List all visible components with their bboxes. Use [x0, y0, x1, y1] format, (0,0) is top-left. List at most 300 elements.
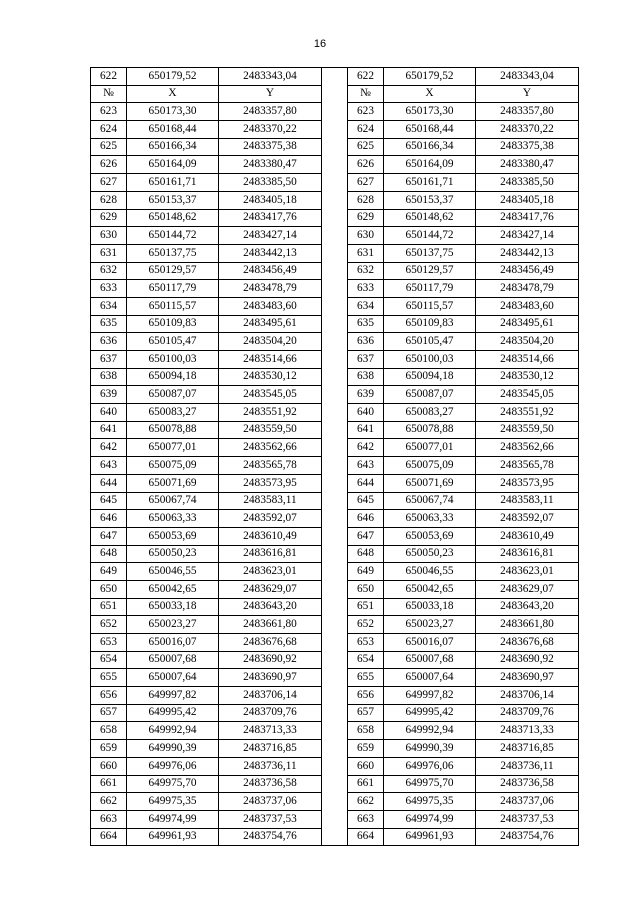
right-point-number-cell: 629 — [348, 209, 384, 227]
right-x-coordinate-cell: 650007,68 — [384, 651, 476, 669]
right-header-point-number: № — [348, 85, 384, 103]
table-gap — [322, 315, 348, 333]
right-point-number-cell: 638 — [348, 368, 384, 386]
left-x-coordinate-cell: 650105,47 — [127, 333, 219, 351]
left-y-coordinate-cell: 2483545,05 — [219, 386, 322, 404]
left-y-coordinate-cell: 2483504,20 — [219, 333, 322, 351]
table-row — [91, 687, 579, 705]
left-y-coordinate-cell: 2483514,66 — [219, 351, 322, 369]
left-y-coordinate-cell: 2483754,76 — [219, 828, 322, 846]
left-x-coordinate-cell: 650053,69 — [127, 527, 219, 545]
left-y-coordinate-cell: 2483736,11 — [219, 757, 322, 775]
right-point-number-cell: 630 — [348, 227, 384, 245]
right-x-coordinate-cell: 650173,30 — [384, 103, 476, 121]
right-x-coordinate-cell: 650083,27 — [384, 404, 476, 422]
table-gap — [322, 68, 348, 86]
left-x-coordinate-cell: 650179,52 — [127, 68, 219, 86]
right-point-number-cell: 654 — [348, 651, 384, 669]
left-point-number-cell: 663 — [91, 810, 127, 828]
right-point-number-cell: 648 — [348, 545, 384, 563]
right-point-number-cell: 661 — [348, 775, 384, 793]
right-y-coordinate-cell: 2483405,18 — [476, 191, 579, 209]
table-row — [91, 669, 579, 687]
left-x-coordinate-cell: 650077,01 — [127, 439, 219, 457]
table-row — [91, 793, 579, 811]
right-y-coordinate-cell: 2483754,76 — [476, 828, 579, 846]
right-point-number-cell: 634 — [348, 297, 384, 315]
left-point-number-cell: 648 — [91, 545, 127, 563]
table-row — [91, 828, 579, 846]
table-gap — [322, 598, 348, 616]
left-point-number-cell: 638 — [91, 368, 127, 386]
right-point-number-cell: 628 — [348, 191, 384, 209]
left-y-coordinate-cell: 2483562,66 — [219, 439, 322, 457]
right-y-coordinate-cell: 2483504,20 — [476, 333, 579, 351]
right-x-coordinate-cell: 650148,62 — [384, 209, 476, 227]
left-point-number-cell: 646 — [91, 510, 127, 528]
right-x-coordinate-cell: 650166,34 — [384, 138, 476, 156]
left-point-number-cell: 649 — [91, 563, 127, 581]
left-point-number-cell: 628 — [91, 191, 127, 209]
table-row — [91, 103, 579, 121]
table-row — [91, 297, 579, 315]
right-y-coordinate-cell: 2483495,61 — [476, 315, 579, 333]
right-x-coordinate-cell: 650105,47 — [384, 333, 476, 351]
table-gap — [322, 828, 348, 846]
left-y-coordinate-cell: 2483478,79 — [219, 280, 322, 298]
right-x-coordinate-cell: 650067,74 — [384, 492, 476, 510]
right-y-coordinate-cell: 2483676,68 — [476, 634, 579, 652]
left-point-number-cell: 629 — [91, 209, 127, 227]
right-y-coordinate-cell: 2483629,07 — [476, 580, 579, 598]
left-y-coordinate-cell: 2483456,49 — [219, 262, 322, 280]
left-x-coordinate-cell: 650046,55 — [127, 563, 219, 581]
right-y-coordinate-cell: 2483514,66 — [476, 351, 579, 369]
left-point-number-cell: 626 — [91, 156, 127, 174]
left-y-coordinate-cell: 2483559,50 — [219, 421, 322, 439]
table-row — [91, 227, 579, 245]
right-x-coordinate-cell: 650100,03 — [384, 351, 476, 369]
right-y-coordinate-cell: 2483573,95 — [476, 474, 579, 492]
left-x-coordinate-cell: 649974,99 — [127, 810, 219, 828]
right-x-coordinate-cell: 650016,07 — [384, 634, 476, 652]
left-y-coordinate-cell: 2483385,50 — [219, 174, 322, 192]
left-x-coordinate-cell: 650137,75 — [127, 244, 219, 262]
table-row — [91, 315, 579, 333]
right-y-coordinate-cell: 2483559,50 — [476, 421, 579, 439]
right-point-number-cell: 655 — [348, 669, 384, 687]
table-gap — [322, 492, 348, 510]
left-point-number-cell: 659 — [91, 740, 127, 758]
left-point-number-cell: 658 — [91, 722, 127, 740]
right-x-coordinate-cell: 650042,65 — [384, 580, 476, 598]
right-point-number-cell: 640 — [348, 404, 384, 422]
right-y-coordinate-cell: 2483583,11 — [476, 492, 579, 510]
left-x-coordinate-cell: 650083,27 — [127, 404, 219, 422]
left-point-number-cell: 647 — [91, 527, 127, 545]
table-row — [91, 563, 579, 581]
right-x-coordinate-cell: 649992,94 — [384, 722, 476, 740]
table-gap — [322, 616, 348, 634]
left-y-coordinate-cell: 2483565,78 — [219, 457, 322, 475]
left-x-coordinate-cell: 650153,37 — [127, 191, 219, 209]
right-y-coordinate-cell: 2483483,60 — [476, 297, 579, 315]
table-row — [91, 174, 579, 192]
table-gap — [322, 368, 348, 386]
left-x-coordinate-cell: 649961,93 — [127, 828, 219, 846]
right-y-coordinate-cell: 2483610,49 — [476, 527, 579, 545]
right-y-coordinate-cell: 2483357,80 — [476, 103, 579, 121]
left-y-coordinate-cell: 2483357,80 — [219, 103, 322, 121]
left-point-number-cell: 645 — [91, 492, 127, 510]
left-x-coordinate-cell: 650168,44 — [127, 121, 219, 139]
right-y-coordinate-cell: 2483551,92 — [476, 404, 579, 422]
left-point-number-cell: 655 — [91, 669, 127, 687]
left-point-number-cell: 627 — [91, 174, 127, 192]
left-y-coordinate-cell: 2483716,85 — [219, 740, 322, 758]
left-x-coordinate-cell: 650173,30 — [127, 103, 219, 121]
table-row — [91, 757, 579, 775]
right-y-coordinate-cell: 2483709,76 — [476, 704, 579, 722]
left-y-coordinate-cell: 2483483,60 — [219, 297, 322, 315]
table-row — [91, 492, 579, 510]
right-point-number-cell: 663 — [348, 810, 384, 828]
table-row — [91, 510, 579, 528]
right-y-coordinate-cell: 2483456,49 — [476, 262, 579, 280]
left-x-coordinate-cell: 650117,79 — [127, 280, 219, 298]
table-row — [91, 191, 579, 209]
table-row — [91, 209, 579, 227]
left-point-number-cell: 632 — [91, 262, 127, 280]
left-x-coordinate-cell: 650144,72 — [127, 227, 219, 245]
left-point-number-cell: 651 — [91, 598, 127, 616]
table-gap — [322, 351, 348, 369]
table-row — [91, 439, 579, 457]
right-point-number-cell: 631 — [348, 244, 384, 262]
right-point-number-cell: 657 — [348, 704, 384, 722]
right-x-coordinate-cell: 650077,01 — [384, 439, 476, 457]
table-gap — [322, 85, 348, 103]
right-y-coordinate-cell: 2483478,79 — [476, 280, 579, 298]
right-point-number-cell: 632 — [348, 262, 384, 280]
table-row — [91, 368, 579, 386]
left-x-coordinate-cell: 650078,88 — [127, 421, 219, 439]
right-x-coordinate-cell: 650117,79 — [384, 280, 476, 298]
left-point-number-cell: 637 — [91, 351, 127, 369]
table-row — [91, 474, 579, 492]
right-x-coordinate-cell: 649990,39 — [384, 740, 476, 758]
left-point-number-cell: 661 — [91, 775, 127, 793]
right-x-coordinate-cell: 650129,57 — [384, 262, 476, 280]
left-y-coordinate-cell: 2483706,14 — [219, 687, 322, 705]
table-row — [91, 351, 579, 369]
right-y-coordinate-cell: 2483690,97 — [476, 669, 579, 687]
left-point-number-cell: 653 — [91, 634, 127, 652]
right-y-coordinate-cell: 2483736,58 — [476, 775, 579, 793]
left-point-number-cell: 664 — [91, 828, 127, 846]
left-x-coordinate-cell: 650109,83 — [127, 315, 219, 333]
right-x-coordinate-cell: 650050,23 — [384, 545, 476, 563]
right-point-number-cell: 645 — [348, 492, 384, 510]
right-point-number-cell: 624 — [348, 121, 384, 139]
left-x-coordinate-cell: 650067,74 — [127, 492, 219, 510]
left-x-coordinate-cell: 650042,65 — [127, 580, 219, 598]
left-x-coordinate-cell: 649995,42 — [127, 704, 219, 722]
left-point-number-cell: 652 — [91, 616, 127, 634]
right-point-number-cell: 635 — [348, 315, 384, 333]
table-row — [91, 156, 579, 174]
left-y-coordinate-cell: 2483375,38 — [219, 138, 322, 156]
right-x-coordinate-cell: 649974,99 — [384, 810, 476, 828]
left-point-number-cell: 660 — [91, 757, 127, 775]
left-point-number-cell: 643 — [91, 457, 127, 475]
left-y-coordinate-cell: 2483343,04 — [219, 68, 322, 86]
left-point-number-cell: 662 — [91, 793, 127, 811]
right-y-coordinate-cell: 2483661,80 — [476, 616, 579, 634]
right-point-number-cell: 623 — [348, 103, 384, 121]
table-gap — [322, 262, 348, 280]
right-x-coordinate-cell: 649995,42 — [384, 704, 476, 722]
left-point-number-cell: 622 — [91, 68, 127, 86]
left-x-coordinate-cell: 649992,94 — [127, 722, 219, 740]
right-header-x-coordinate: X — [384, 85, 476, 103]
table-gap — [322, 722, 348, 740]
left-x-coordinate-cell: 649975,70 — [127, 775, 219, 793]
table-gap — [322, 404, 348, 422]
table-row — [91, 262, 579, 280]
right-y-coordinate-cell: 2483643,20 — [476, 598, 579, 616]
left-point-number-cell: 625 — [91, 138, 127, 156]
right-x-coordinate-cell: 649975,70 — [384, 775, 476, 793]
table-gap — [322, 227, 348, 245]
right-y-coordinate-cell: 2483592,07 — [476, 510, 579, 528]
right-x-coordinate-cell: 650023,27 — [384, 616, 476, 634]
left-point-number-cell: 630 — [91, 227, 127, 245]
right-y-coordinate-cell: 2483442,13 — [476, 244, 579, 262]
left-x-coordinate-cell: 650094,18 — [127, 368, 219, 386]
right-y-coordinate-cell: 2483562,66 — [476, 439, 579, 457]
right-y-coordinate-cell: 2483623,01 — [476, 563, 579, 581]
right-x-coordinate-cell: 649997,82 — [384, 687, 476, 705]
table-gap — [322, 209, 348, 227]
right-point-number-cell: 644 — [348, 474, 384, 492]
right-x-coordinate-cell: 650161,71 — [384, 174, 476, 192]
left-y-coordinate-cell: 2483616,81 — [219, 545, 322, 563]
table-row — [91, 527, 579, 545]
right-point-number-cell: 625 — [348, 138, 384, 156]
table-gap — [322, 439, 348, 457]
right-point-number-cell: 627 — [348, 174, 384, 192]
right-x-coordinate-cell: 650033,18 — [384, 598, 476, 616]
right-x-coordinate-cell: 650071,69 — [384, 474, 476, 492]
right-y-coordinate-cell: 2483385,50 — [476, 174, 579, 192]
right-x-coordinate-cell: 650046,55 — [384, 563, 476, 581]
right-y-coordinate-cell: 2483370,22 — [476, 121, 579, 139]
right-point-number-cell: 656 — [348, 687, 384, 705]
left-point-number-cell: 635 — [91, 315, 127, 333]
table-row — [91, 616, 579, 634]
right-point-number-cell: 626 — [348, 156, 384, 174]
left-y-coordinate-cell: 2483629,07 — [219, 580, 322, 598]
table-header-row — [91, 85, 579, 103]
right-y-coordinate-cell: 2483427,14 — [476, 227, 579, 245]
left-y-coordinate-cell: 2483709,76 — [219, 704, 322, 722]
right-y-coordinate-cell: 2483343,04 — [476, 68, 579, 86]
left-y-coordinate-cell: 2483690,97 — [219, 669, 322, 687]
left-header-y-coordinate: Y — [219, 85, 322, 103]
right-y-coordinate-cell: 2483716,85 — [476, 740, 579, 758]
left-point-number-cell: 650 — [91, 580, 127, 598]
right-x-coordinate-cell: 650168,44 — [384, 121, 476, 139]
left-y-coordinate-cell: 2483661,80 — [219, 616, 322, 634]
table-gap — [322, 545, 348, 563]
table-gap — [322, 757, 348, 775]
left-y-coordinate-cell: 2483442,13 — [219, 244, 322, 262]
left-x-coordinate-cell: 650129,57 — [127, 262, 219, 280]
right-point-number-cell: 633 — [348, 280, 384, 298]
right-x-coordinate-cell: 650078,88 — [384, 421, 476, 439]
right-y-coordinate-cell: 2483616,81 — [476, 545, 579, 563]
right-point-number-cell: 647 — [348, 527, 384, 545]
left-y-coordinate-cell: 2483736,58 — [219, 775, 322, 793]
table-row — [91, 244, 579, 262]
right-y-coordinate-cell: 2483380,47 — [476, 156, 579, 174]
table-row — [91, 121, 579, 139]
left-point-number-cell: 657 — [91, 704, 127, 722]
left-x-coordinate-cell: 650071,69 — [127, 474, 219, 492]
right-point-number-cell: 639 — [348, 386, 384, 404]
left-point-number-cell: 636 — [91, 333, 127, 351]
left-point-number-cell: 642 — [91, 439, 127, 457]
table-row — [91, 810, 579, 828]
right-y-coordinate-cell: 2483690,92 — [476, 651, 579, 669]
table-gap — [322, 280, 348, 298]
table-gap — [322, 634, 348, 652]
right-point-number-cell: 641 — [348, 421, 384, 439]
table-gap — [322, 386, 348, 404]
right-x-coordinate-cell: 650115,57 — [384, 297, 476, 315]
left-point-number-cell: 656 — [91, 687, 127, 705]
right-x-coordinate-cell: 650109,83 — [384, 315, 476, 333]
left-x-coordinate-cell: 650161,71 — [127, 174, 219, 192]
right-point-number-cell: 660 — [348, 757, 384, 775]
table-row — [91, 722, 579, 740]
table-gap — [322, 563, 348, 581]
left-x-coordinate-cell: 649997,82 — [127, 687, 219, 705]
table-row — [91, 333, 579, 351]
left-y-coordinate-cell: 2483583,11 — [219, 492, 322, 510]
left-y-coordinate-cell: 2483690,92 — [219, 651, 322, 669]
table-gap — [322, 174, 348, 192]
left-point-number-cell: 624 — [91, 121, 127, 139]
right-point-number-cell: 659 — [348, 740, 384, 758]
left-header-point-number: № — [91, 85, 127, 103]
left-x-coordinate-cell: 650075,09 — [127, 457, 219, 475]
table-row — [91, 457, 579, 475]
right-point-number-cell: 650 — [348, 580, 384, 598]
left-y-coordinate-cell: 2483610,49 — [219, 527, 322, 545]
table-row — [91, 634, 579, 652]
left-x-coordinate-cell: 650166,34 — [127, 138, 219, 156]
left-y-coordinate-cell: 2483737,06 — [219, 793, 322, 811]
table-row — [91, 580, 579, 598]
right-point-number-cell: 637 — [348, 351, 384, 369]
right-point-number-cell: 652 — [348, 616, 384, 634]
left-point-number-cell: 641 — [91, 421, 127, 439]
left-y-coordinate-cell: 2483495,61 — [219, 315, 322, 333]
left-x-coordinate-cell: 649990,39 — [127, 740, 219, 758]
right-y-coordinate-cell: 2483706,14 — [476, 687, 579, 705]
table-gap — [322, 474, 348, 492]
right-y-coordinate-cell: 2483736,11 — [476, 757, 579, 775]
left-x-coordinate-cell: 650115,57 — [127, 297, 219, 315]
left-x-coordinate-cell: 650007,64 — [127, 669, 219, 687]
left-y-coordinate-cell: 2483427,14 — [219, 227, 322, 245]
table-row — [91, 545, 579, 563]
table-row — [91, 651, 579, 669]
right-y-coordinate-cell: 2483737,53 — [476, 810, 579, 828]
right-y-coordinate-cell: 2483530,12 — [476, 368, 579, 386]
left-point-number-cell: 640 — [91, 404, 127, 422]
table-row — [91, 775, 579, 793]
left-x-coordinate-cell: 650007,68 — [127, 651, 219, 669]
right-point-number-cell: 662 — [348, 793, 384, 811]
right-x-coordinate-cell: 650137,75 — [384, 244, 476, 262]
table-gap — [322, 297, 348, 315]
right-point-number-cell: 636 — [348, 333, 384, 351]
table-gap — [322, 457, 348, 475]
left-y-coordinate-cell: 2483530,12 — [219, 368, 322, 386]
table-gap — [322, 651, 348, 669]
left-y-coordinate-cell: 2483592,07 — [219, 510, 322, 528]
table-gap — [322, 333, 348, 351]
left-x-coordinate-cell: 650087,07 — [127, 386, 219, 404]
page-number: 16 — [313, 38, 327, 50]
right-point-number-cell: 649 — [348, 563, 384, 581]
coordinates-table — [90, 67, 579, 846]
right-x-coordinate-cell: 649975,35 — [384, 793, 476, 811]
right-x-coordinate-cell: 650007,64 — [384, 669, 476, 687]
table-row — [91, 740, 579, 758]
left-point-number-cell: 644 — [91, 474, 127, 492]
table-gap — [322, 156, 348, 174]
right-y-coordinate-cell: 2483375,38 — [476, 138, 579, 156]
table-gap — [322, 138, 348, 156]
table-gap — [322, 510, 348, 528]
left-y-coordinate-cell: 2483676,68 — [219, 634, 322, 652]
right-x-coordinate-cell: 650153,37 — [384, 191, 476, 209]
left-header-x-coordinate: X — [127, 85, 219, 103]
left-y-coordinate-cell: 2483370,22 — [219, 121, 322, 139]
right-x-coordinate-cell: 650144,72 — [384, 227, 476, 245]
table-row — [91, 280, 579, 298]
right-x-coordinate-cell: 649961,93 — [384, 828, 476, 846]
left-y-coordinate-cell: 2483623,01 — [219, 563, 322, 581]
right-x-coordinate-cell: 649976,06 — [384, 757, 476, 775]
table-row — [91, 598, 579, 616]
right-x-coordinate-cell: 650075,09 — [384, 457, 476, 475]
table-gap — [322, 793, 348, 811]
table-gap — [322, 669, 348, 687]
left-x-coordinate-cell: 649976,06 — [127, 757, 219, 775]
table-gap — [322, 191, 348, 209]
right-point-number-cell: 658 — [348, 722, 384, 740]
left-x-coordinate-cell: 650023,27 — [127, 616, 219, 634]
left-point-number-cell: 639 — [91, 386, 127, 404]
left-y-coordinate-cell: 2483573,95 — [219, 474, 322, 492]
left-point-number-cell: 654 — [91, 651, 127, 669]
right-point-number-cell: 653 — [348, 634, 384, 652]
